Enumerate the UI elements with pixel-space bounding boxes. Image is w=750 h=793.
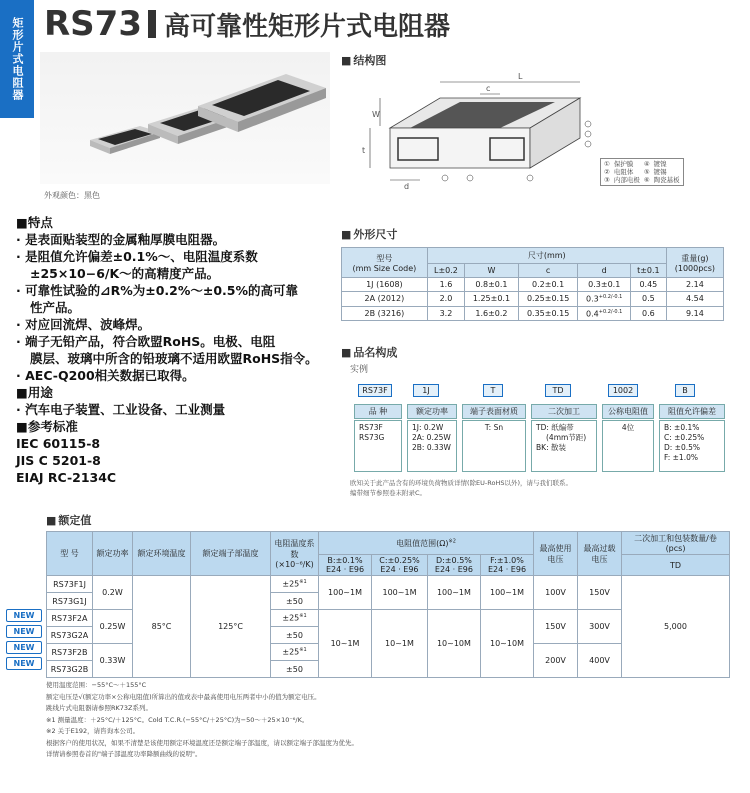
- structure-cross-section-svg: [350, 68, 600, 198]
- table-row: RS73G1J ±50: [47, 593, 730, 610]
- pn-label: 额定功率: [407, 404, 457, 419]
- ratings-notes: 使用温度范围：−55°C～＋155°C 额定电压是√(额定功率×公称电阻值)所算出的值或表中最高使用电压两者中小的值为额定电压。 跳线片式电阻器请参照RK73Z系列。 ※1 测量温度：＋25°C/＋125°C。Cold T.C.R.(−55°C/＋25°C)为−50～＋25×10⁻⁶/K。 ※2 关于E192，请咨询本公司。 根据客户的使用状况，如果不清楚是该使用额定环境温度还是额定端子部温度，请以额定端子部温度为优先。 详情请参照卷首的"端子部温度功率降额曲线的说明"。: [46, 681, 358, 758]
- rt-head-tol-c: C:±0.25% E24 · E96: [372, 555, 428, 576]
- product-photo: [40, 52, 330, 184]
- rt-head-tol-d: D:±0.5% E24 · E96: [427, 555, 480, 576]
- part-number-notes: 欧知关于此产品含有的环境负荷物质详情(除EU-RoHS以外)，请与我们联系。 编带细节参照卷末附录C。: [350, 479, 572, 497]
- pn-code-box: T: [483, 384, 503, 397]
- dim-label-W: W: [372, 110, 380, 119]
- pn-label: 端子表面材质: [462, 404, 526, 419]
- part-number-title: ■ 品名构成: [341, 344, 397, 360]
- rt-head-power: 额定功率: [93, 532, 133, 576]
- feature-line: · AEC-Q200相关数据已取得。: [16, 368, 195, 383]
- legend-no: ①: [604, 160, 610, 168]
- pn-values: 1J: 0.2W 2A: 0.25W 2B: 0.33W: [407, 420, 457, 472]
- rt-head-maxv: 最高使用电压: [534, 532, 578, 576]
- use-line: · 汽车电子装置、工业设备、工业测量: [16, 402, 226, 417]
- rt-head-pack-td: TD: [622, 555, 730, 576]
- dimensions-title: ■ 外形尺寸: [341, 226, 397, 242]
- rt-head-ambient: 额定环境温度: [133, 532, 191, 576]
- pn-code-box: 1002: [608, 384, 638, 397]
- standard-line: EIAJ RC-2134C: [16, 470, 117, 485]
- page-header: [44, 2, 450, 46]
- legend-no: ②: [604, 168, 610, 176]
- page-title: 高可靠性矩形片式电阻器: [163, 11, 450, 42]
- uses-title: ■用途: [16, 385, 53, 400]
- feature-line: · 端子无铅产品，符合欧盟RoHS。电极、电阻: [16, 334, 276, 349]
- legend-name: 保护膜: [613, 160, 634, 168]
- table-row: RS73F1J 0.2W 85°C 125°C $\pm 25^{※1}$ 100~1M 100~1M 100~1M 100~1M 100V 150V 5,000: [47, 576, 730, 593]
- table-row: RS73G2A ±50: [47, 627, 730, 644]
- structure-legend: [600, 158, 684, 186]
- pn-label: 品 种: [354, 404, 402, 419]
- legend-name: 镀镍: [653, 160, 667, 168]
- dim-col-c: c: [518, 264, 578, 278]
- resistor-chips-illustration: [40, 52, 330, 184]
- table-row: RS73F2B 0.33W $\pm 25^{※1}$ 200V 400V: [47, 644, 730, 661]
- pn-label: 二次加工: [531, 404, 597, 419]
- table-row: RS73F2A 0.25W $\pm 25^{※1}$ 10~1M 10~1M 10~10M 10~10M 150V 300V: [47, 610, 730, 627]
- legend-no: ③: [604, 176, 610, 184]
- dim-col-t: t±0.1: [630, 264, 666, 278]
- feature-line: · 可靠性试验的⊿R%为±0.2%～±0.5%的高可靠: [16, 283, 299, 298]
- pn-values: 4位: [602, 420, 654, 472]
- rt-head-tcr: 电阻温度系数 (×10⁻⁶/K): [271, 532, 319, 576]
- feature-line: · 是阻值允许偏差±0.1%～、电阻温度系数: [16, 249, 258, 264]
- dim-label-c: c: [486, 84, 491, 93]
- legend-no: ⑤: [643, 168, 650, 176]
- pn-label: 阻值允许偏差: [659, 404, 725, 419]
- legend-name: 陶瓷基板: [653, 176, 680, 184]
- new-badge: NEW: [6, 641, 42, 654]
- legend-no: ⑥: [643, 176, 650, 184]
- new-badge: NEW: [6, 625, 42, 638]
- dim-label-t: t: [362, 146, 366, 155]
- pn-code-box: 1J: [413, 384, 439, 397]
- feature-line: ±25×10−6/K～的高精度产品。: [30, 266, 220, 281]
- ratings-title: ■ 额定值: [46, 512, 91, 528]
- feature-line: · 对应回流焊、波峰焊。: [16, 317, 151, 332]
- pn-values: T: Sn: [462, 420, 526, 472]
- dimensions-table: [341, 247, 724, 321]
- pn-values: RS73F RS73G: [354, 420, 402, 472]
- pn-code-box: TD: [545, 384, 571, 397]
- structure-diagram: [350, 68, 600, 198]
- structure-title: ■ 结构图: [341, 52, 386, 68]
- feature-line: 膜层、玻璃中所含的铅玻璃不适用欧盟RoHS指令。: [30, 351, 318, 366]
- new-badge: NEW: [6, 609, 42, 622]
- dim-head-size: 尺寸(mm): [427, 248, 666, 264]
- side-category-tab: 矩形片式电阻器: [0, 0, 34, 118]
- rt-head-range: 电阻值范围$(\Omega)^{※2}$: [319, 532, 534, 555]
- features-section: [16, 214, 336, 486]
- dim-head-weight: 重量(g) (1000pcs): [666, 248, 723, 278]
- pn-code-box: B: [675, 384, 695, 397]
- legend-name: 镀锡: [653, 168, 667, 176]
- rt-head-tol-b: B:±0.1% E24 · E96: [319, 555, 372, 576]
- pn-label: 公称电阻值: [602, 404, 654, 419]
- pn-code-box: RS73F: [358, 384, 392, 397]
- features-title: ■特点: [16, 215, 53, 230]
- new-badge: NEW: [6, 657, 42, 670]
- dim-col-W: W: [465, 264, 519, 278]
- example-label: 实例: [350, 365, 369, 375]
- rt-head-type: 型 号: [47, 532, 93, 576]
- dim-col-d: d: [578, 264, 630, 278]
- dim-label-L: L: [518, 72, 523, 81]
- standard-line: JIS C 5201-8: [16, 453, 101, 468]
- legend-name: 内部电极: [613, 176, 640, 184]
- rt-head-tol-f: F:±1.0% E24 · E96: [480, 555, 533, 576]
- rt-head-terminal: 额定端子部温度: [191, 532, 271, 576]
- title-separator: [148, 10, 156, 38]
- table-row: 2B (3216) 3.2 1.6±0.2 0.35±0.15 $0.4^{+0.2/-0.1}$ 0.6 9.14: [342, 306, 724, 321]
- ratings-table: [46, 531, 730, 678]
- rt-head-pack: 二次加工和包装数量/卷 (pcs): [622, 532, 730, 555]
- table-row: 1J (1608) 1.6 0.8±0.1 0.2±0.1 0.3±0.1 0.45 2.14: [342, 278, 724, 292]
- feature-line: 性产品。: [30, 300, 81, 315]
- standards-title: ■参考标准: [16, 419, 78, 434]
- product-code: RS73: [44, 4, 142, 44]
- legend-name: 电阻体: [613, 168, 634, 176]
- legend-no: ④: [643, 160, 650, 168]
- feature-line: · 是表面贴装型的金属釉厚膜电阻器。: [16, 232, 226, 247]
- table-row: 2A (2012) 2.0 1.25±0.1 0.25±0.15 $0.3^{+0.2/-0.1}$ 0.5 4.54: [342, 292, 724, 307]
- pn-values: TD: 纸编带 (4mm节距) BK: 散装: [531, 420, 597, 472]
- dim-head-type: 型号 (mm Size Code): [342, 248, 428, 278]
- table-row: RS73G2B ±50: [47, 661, 730, 678]
- pn-values: B: ±0.1% C: ±0.25% D: ±0.5% F: ±1.0%: [659, 420, 725, 472]
- dim-label-d: d: [404, 182, 410, 191]
- standard-line: IEC 60115-8: [16, 436, 101, 451]
- rt-head-overv: 最高过载电压: [578, 532, 622, 576]
- dim-col-L: L±0.2: [427, 264, 464, 278]
- photo-caption: 外观颜色：黑色: [44, 191, 100, 200]
